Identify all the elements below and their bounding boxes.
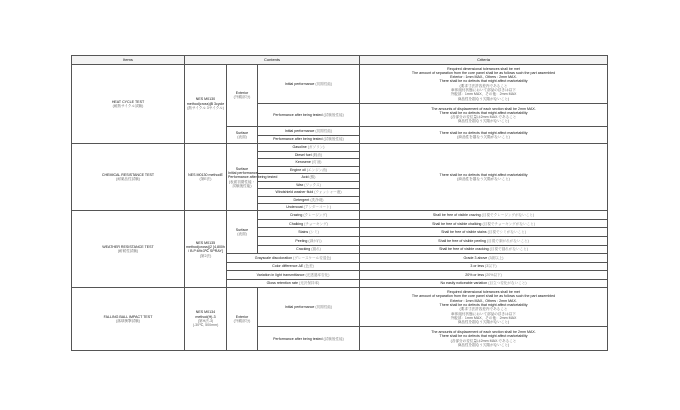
- property-name-jp: (光透過率変化): [305, 272, 330, 277]
- defect-name-jp: (シミ): [309, 230, 319, 235]
- chemical-name-jp: (酸): [309, 175, 316, 180]
- criteria-line: Exterior : 1mm MAX., Others : 2mm MAX.: [450, 298, 517, 303]
- light-transmit-criteria: [360, 271, 608, 280]
- chemical-name-jp: (ワックス): [304, 182, 321, 187]
- method-text-jp: (第E法): [199, 177, 212, 182]
- criteria-text: Grade 3 above: [463, 255, 488, 260]
- test-criteria-table: [71, 55, 608, 351]
- criteria-line: 車体組付状態において部品の浮きは以下: [451, 311, 516, 316]
- part-label: Exterior: [235, 314, 249, 319]
- criteria-line: (要求寸法許容差内であること: [459, 307, 508, 312]
- heat-initial-cell: [258, 64, 360, 103]
- chemical-name-jp: (アンダーコート): [303, 205, 331, 210]
- weather-surface-cell: [227, 211, 258, 254]
- method-text: NES M0130 methodE: [188, 173, 223, 178]
- chemical-name: Undercoat: [286, 205, 303, 210]
- chemical-cell: [258, 159, 360, 166]
- table-row: [72, 64, 608, 103]
- criteria-line: 外板部：1mm MAX、その他：2mm MAX: [450, 315, 517, 320]
- gloss-cell: [227, 279, 360, 288]
- heat-item-cell: [72, 64, 185, 144]
- chemical-name-jp: (灯油): [311, 160, 322, 165]
- defect-name-jp: (チョーキング): [304, 221, 328, 226]
- item-name: CHEMICAL RESISTANCE TEST: [101, 173, 155, 178]
- chemical-cell: [258, 203, 360, 210]
- defect-cell: [258, 228, 360, 237]
- criteria-text-jp: (目視でクレージングがないこと): [481, 213, 535, 218]
- method-text: NES M0130 method(cross)|B 3cycle: [186, 97, 225, 106]
- defect-cell: [258, 236, 360, 245]
- table-row: [72, 288, 608, 327]
- method-text-jp: (熱サイクル 3サイクル): [187, 106, 224, 111]
- criteria-text: Shall be free of visible stains: [441, 230, 487, 235]
- heat-surface-after: [258, 135, 360, 144]
- defect-criteria: [360, 211, 608, 220]
- method-text: NES M0135 method(cross)|2 [4,800h / B.P:69±3℃ SPRAY]: [186, 240, 225, 254]
- defect-name-jp: (割れ): [311, 247, 321, 252]
- criteria-line: (各部分の変位量は2mm MAX.であること: [450, 115, 517, 120]
- heat-surface-cell: [227, 127, 258, 144]
- defect-criteria: [360, 228, 608, 237]
- chemical-name-jp: (洗浄剤): [310, 197, 324, 202]
- content-label: Initial performance: [284, 128, 315, 133]
- property-name: Color difference ΔE: [272, 264, 304, 269]
- criteria-text: Shall be free of visible peeling: [438, 238, 486, 243]
- defect-name-jp: (クレージング): [303, 213, 328, 218]
- criteria-dimensional: [360, 64, 608, 103]
- part-label: Surface: [235, 227, 249, 232]
- criteria-text: No easily noticeable variation: [440, 281, 488, 286]
- chemical-cell: [258, 144, 360, 151]
- item-name: WEATHER RESISTANCE TEST: [102, 244, 154, 249]
- defect-cell: [258, 219, 360, 228]
- grayscale-criteria: [360, 254, 608, 263]
- chemical-name: Windshield washer fluid: [275, 190, 314, 195]
- criteria-text: Shall be free of visible cracking: [439, 247, 489, 252]
- chemical-cell: [258, 196, 360, 203]
- content-label-jp: (試験後性能): [323, 336, 344, 341]
- item-name-jp: (落球衝撃試験): [116, 319, 140, 324]
- chemical-name: Detergent: [293, 197, 310, 202]
- property-name: Grayscale discoloration: [254, 255, 293, 260]
- heat-exterior-cell: [227, 64, 258, 127]
- criteria-text-jp: (3以下): [485, 264, 497, 269]
- criteria-text-jp: (目視でシミがないこと): [487, 230, 526, 235]
- method-text-jp: (第2法): [199, 253, 212, 258]
- content-label: Performance after being tested: [273, 137, 323, 142]
- item-name-jp: (耐候性試験): [117, 249, 139, 254]
- criteria-line: Required dimensional tolerances shall be met: [447, 290, 520, 295]
- chemical-name-jp: (ガソリン): [307, 145, 325, 150]
- criteria-line: There shall be no defects that might affect marketability: [439, 302, 528, 307]
- criteria-text-jp: (目視でチョーキングがないこと): [482, 221, 535, 226]
- criteria-text: Shall be free of visible chalking: [432, 221, 482, 226]
- chemical-name-jp: (軽油): [312, 152, 323, 157]
- content-label: Performance after being tested: [273, 336, 323, 341]
- criteria-no-defects: [360, 127, 608, 144]
- criteria-line: There shall be no defects that might affect marketability: [439, 173, 528, 178]
- color-diff-cell: [227, 262, 360, 271]
- criteria-line: Exterior : 1mm MAX., Others : 2mm MAX.: [450, 75, 517, 80]
- property-name-jp: (グレースケール変退色): [293, 255, 332, 260]
- heat-surface-initial: [258, 127, 360, 136]
- criteria-text-jp: (目視で割れがないこと): [489, 247, 528, 252]
- chemical-cell: [258, 151, 360, 158]
- chemical-name-jp: (エンジン油): [306, 167, 327, 172]
- chemical-name: Gasoline: [292, 145, 307, 150]
- criteria-line: 商品性を損なう欠陥がないこと): [457, 320, 510, 325]
- defect-name-jp: (剥がれ): [308, 238, 322, 243]
- chemical-cell: [258, 189, 360, 196]
- part-label: Surface: [235, 166, 249, 171]
- criteria-line: (要求寸法許容差内であること: [459, 83, 508, 88]
- defect-cell: [258, 245, 360, 254]
- item-name-jp: (耐薬品性試験): [116, 177, 140, 182]
- content-label: Performance after being tested: [273, 112, 323, 117]
- defect-name: Stains: [298, 230, 309, 235]
- chemical-name: Wax: [296, 182, 304, 187]
- chem-surface-cell: [227, 144, 278, 211]
- criteria-text-jp: (目立つ変化がないこと): [488, 281, 527, 286]
- defect-name: Chalking: [289, 221, 304, 226]
- chemical-cell: [258, 166, 360, 173]
- criteria-displacement: [360, 103, 608, 126]
- defect-criteria: [360, 219, 608, 228]
- item-name-jp: (耐熱サイクル試験): [112, 103, 144, 108]
- heat-method-cell: [185, 64, 227, 144]
- criteria-text: 20% or less: [465, 272, 485, 277]
- content-label: Initial performance: [284, 305, 315, 310]
- property-name-jp: (光沢保持率): [299, 281, 320, 286]
- criteria-line: The amounts of displacement of each section shall be 2mm MAX.: [431, 106, 536, 111]
- criteria-line: There shall be no defects that might affect marketability: [439, 131, 528, 136]
- criteria-line: Required dimensional tolerances shall be met: [447, 66, 520, 71]
- property-name: Gloss retention rate: [266, 281, 298, 286]
- criteria-line: 車体組付状態において部品の浮きは以下: [451, 88, 516, 92]
- header-row: [72, 56, 608, 65]
- content-label: Initial performance: [228, 170, 258, 175]
- content-label: Performance after being tested: [228, 175, 278, 180]
- method-text-jp: (第H法-3): [197, 319, 214, 324]
- defect-criteria: [360, 236, 608, 245]
- criteria-line: (商品性を損なう欠陥がないこと): [457, 177, 510, 182]
- table-row: [72, 211, 608, 220]
- part-label-jp: (表面): [237, 135, 247, 140]
- content-label-jp: (表面初期性能・試験後性能): [228, 179, 256, 188]
- criteria-line: (商品性を損なう欠陥がないこと): [457, 135, 510, 140]
- item-name: FALLING BALL IMPACT TEST: [103, 314, 153, 319]
- chem-item-cell: [72, 144, 185, 211]
- criteria-line: 商品性を損なう欠陥がないこと): [457, 119, 510, 124]
- criteria-line: There shall be no defects that might affect marketability: [439, 110, 528, 115]
- part-label: Exterior: [235, 91, 249, 96]
- criteria-text: Shall be free of visible crazing: [432, 213, 481, 218]
- chemical-name: Acid: [301, 175, 309, 180]
- color-diff-criteria: [360, 262, 608, 271]
- spec-sheet: [71, 55, 607, 351]
- chemical-cell: [258, 181, 360, 188]
- criteria-line: There shall be no defects that might affect marketability: [439, 334, 528, 339]
- defect-name: Crazing: [289, 213, 303, 218]
- ball-method-cell: [185, 288, 227, 351]
- ball-exterior-cell: [227, 288, 258, 351]
- criteria-dimensional: [360, 288, 608, 327]
- criteria-line: 商品性を損なう欠陥がないこと): [457, 96, 510, 101]
- grayscale-cell: [227, 254, 360, 263]
- criteria-line: The amount of separation from the core panel shall be as follows such the part assembled: [411, 294, 556, 299]
- defect-criteria: [360, 245, 608, 254]
- contents-header: Contents: [185, 56, 360, 65]
- chemical-name: Engine oil: [290, 167, 306, 172]
- items-header: Items: [72, 56, 185, 65]
- method-condition: (-30℃, 500mm): [192, 323, 219, 328]
- ball-item-cell: [72, 288, 185, 351]
- content-label-jp: (試験後性能): [323, 112, 344, 117]
- content-label-jp: (試験後性能): [323, 137, 344, 142]
- chemical-name-jp: (ウォッシャー液): [314, 190, 342, 195]
- item-name: HEAT CYCLE TEST: [111, 99, 145, 104]
- part-label: Surface: [235, 131, 249, 136]
- defect-name: Peeling: [295, 238, 308, 243]
- heat-after-cell: [258, 103, 360, 126]
- criteria-text-jp: (20%以下): [485, 272, 502, 277]
- chem-method-cell: [185, 144, 227, 211]
- defect-cell: [258, 211, 360, 220]
- ball-initial-cell: [258, 288, 360, 327]
- content-label-jp: (初期性能): [315, 128, 333, 133]
- weather-method-cell: [185, 211, 227, 288]
- criteria-text-jp: (目視で剥がれがないこと): [486, 238, 529, 243]
- criteria-header: Criteria: [360, 56, 608, 65]
- table-row: [72, 144, 608, 151]
- criteria-line: There shall be no defects that might affect marketability: [439, 79, 528, 84]
- criteria-chem: [360, 144, 608, 211]
- criteria-line: 商品性を損なう欠陥がないこと): [457, 343, 510, 348]
- chemical-name: Diesel fuel: [294, 152, 312, 157]
- property-name: Variation in light transmittance: [256, 272, 305, 277]
- weather-item-cell: [72, 211, 185, 288]
- criteria-line: The amount of separation from the core panel shall be as follows such the part assembled: [411, 70, 556, 75]
- content-label: Initial performance: [284, 81, 315, 86]
- criteria-line: The amounts of displacement of each section shall be 2mm MAX.: [431, 330, 536, 335]
- criteria-text: 3 or less: [470, 264, 485, 269]
- criteria-text-jp: (3級以上): [488, 255, 504, 260]
- part-label-jp: (外観部分): [233, 319, 251, 324]
- chemical-name: Kerosene: [295, 160, 311, 165]
- light-transmit-cell: [227, 271, 360, 280]
- gloss-criteria: [360, 279, 608, 288]
- property-name-jp: (色差): [304, 264, 314, 269]
- part-label-jp: (外観部分): [233, 95, 251, 100]
- content-label-jp: (初期性能): [315, 305, 333, 310]
- ball-after-cell: [258, 327, 360, 351]
- method-text: NES M0134 method(H)-3: [195, 310, 216, 319]
- part-label-jp: (表面): [237, 232, 247, 237]
- criteria-line: 外板部：1mm MAX、その他：2mm MAX: [450, 92, 517, 97]
- criteria-line: (各部分の変位量は2mm MAX.であること: [450, 338, 517, 343]
- defect-name: Cracking: [296, 247, 311, 252]
- criteria-displacement: [360, 327, 608, 351]
- content-label-jp: (初期性能): [315, 81, 333, 86]
